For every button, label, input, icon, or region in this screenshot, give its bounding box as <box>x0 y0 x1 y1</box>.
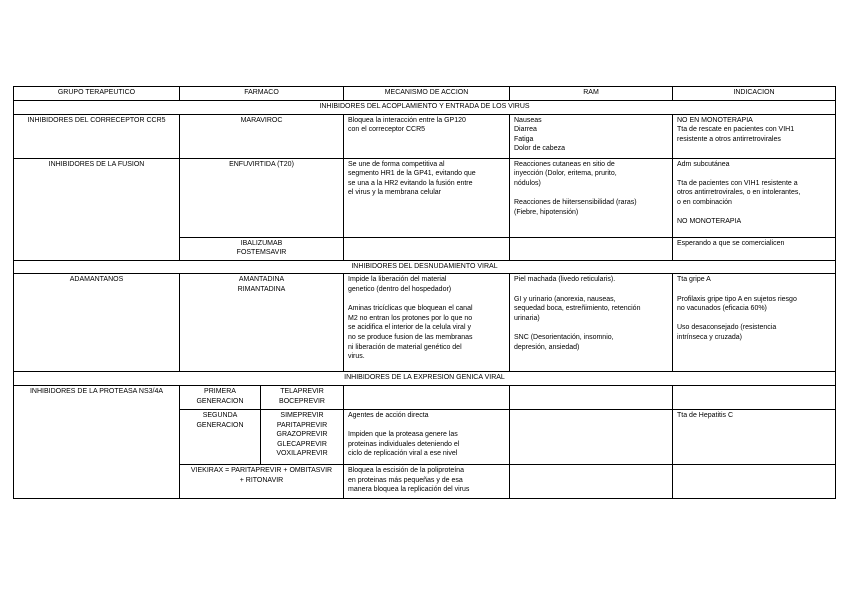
farmacos-segunda <box>261 409 344 464</box>
text-line: VIEKIRAX = PARITAPREVIR + OMBITASVIR <box>190 466 333 474</box>
text-line: segmento HR1 de la GP41, evitando que <box>348 170 476 178</box>
text-line: Reacciones cutaneas en sitio de <box>514 160 615 168</box>
text-line: Tta de pacientes con VIH1 resistente a <box>677 179 798 187</box>
text-line: RIMANTADINA <box>237 285 286 293</box>
text-line: VOXILAPREVIR <box>276 450 328 458</box>
section-title-entrada: INHIBIDORES DEL ACOPLAMIENTO Y ENTRADA DE LOS VIRUS <box>14 101 836 115</box>
text-line: Fatiga <box>514 135 534 143</box>
indicacion-ibalizumab: Esperando a que se comercialicen <box>673 237 836 260</box>
drug-table <box>13 86 836 499</box>
ram-adamantanos <box>510 274 673 372</box>
text-line: GRAZOPREVIR <box>276 431 328 439</box>
section-title-desnudamiento: INHIBIDORES DEL DESNUDAMIENTO VIRAL <box>14 260 836 274</box>
text-line: Dolor de cabeza <box>514 145 565 153</box>
text-line: Adm subcutánea <box>677 160 730 168</box>
text-line: proteinas individuales deteniendo el <box>348 440 460 448</box>
text-line: PRIMERA <box>204 387 236 395</box>
text-line: manera bloquea la replicación del virus <box>348 486 470 494</box>
indicacion-empty <box>673 385 836 409</box>
farmaco-amantadina <box>180 274 344 372</box>
text-line: TELAPREVIR <box>280 387 324 395</box>
text-line: Bloquea la escisión de la poliproteína <box>348 466 464 474</box>
indicacion-adamantanos <box>673 274 836 372</box>
text-line: o en combinación <box>677 198 732 206</box>
text-line: GLECAPREVIR <box>277 440 327 448</box>
ram-empty <box>510 237 673 260</box>
text-line: Profilaxis gripe tipo A en sujetos riesgo <box>677 295 797 303</box>
indicacion-ccr5 <box>673 114 836 158</box>
text-line: SNC (Desorientación, insomnio, <box>514 333 614 341</box>
header-indicacion: INDICACION <box>673 87 836 101</box>
text-line: GI y urinario (anorexia, nauseas, <box>514 295 616 303</box>
ram-fusion <box>510 158 673 237</box>
text-line: (Fiebre, hipotensión) <box>514 208 579 216</box>
text-line: Nauseas <box>514 116 542 124</box>
text-line: Tta de rescate en pacientes con VIH1 <box>677 126 795 134</box>
text-line: M2 no entran los protones por lo que no <box>348 314 473 322</box>
ram-empty <box>510 409 673 464</box>
generacion-segunda <box>180 409 261 464</box>
mecanismo-empty <box>344 237 510 260</box>
text-line: no se produce fusion de las membranas <box>348 333 473 341</box>
text-line: Tta gripe A <box>677 276 711 284</box>
indicacion-empty <box>673 464 836 498</box>
table-row <box>14 274 836 372</box>
indicacion-fusion <box>673 158 836 237</box>
text-line: NO EN MONOTERAPIA <box>677 116 753 124</box>
text-line: GENERACION <box>196 421 244 429</box>
text-line: NO MONOTERAPIA <box>677 218 742 226</box>
text-line: Bloquea la interacción entre la GP120 <box>348 116 466 124</box>
text-line: SEGUNDA <box>202 411 238 419</box>
ram-empty <box>510 464 673 498</box>
text-line: en proteinas más pequeñas y de esa <box>348 476 463 484</box>
text-line: ni liberación de material genético del <box>348 343 462 351</box>
mecanismo-proteasa <box>344 409 510 464</box>
farmacos-primera <box>261 385 344 409</box>
text-line: Uso desaconsejado (resistencia <box>677 324 777 332</box>
farmaco-enfuvirtida: ENFUVIRTIDA (T20) <box>180 158 344 237</box>
farmaco-viekirax <box>180 464 344 498</box>
grupo-adamantanos: ADAMANTANOS <box>14 274 180 372</box>
text-line: BOCEPREVIR <box>279 397 325 405</box>
table-row <box>14 114 836 158</box>
mecanismo-ccr5 <box>344 114 510 158</box>
text-line: intrínseca y cruzada) <box>677 333 742 341</box>
text-line: IBALIZUMAB <box>240 239 283 247</box>
text-line: se una a la HR2 evitando la fusión entre <box>348 179 473 187</box>
text-line: Reacciones de hiitersensibilidad (raras) <box>514 198 637 206</box>
text-line: Aminas tricíclicas que bloquean el canal <box>348 305 473 313</box>
text-line: depresión, ansiedad) <box>514 343 580 351</box>
generacion-primera <box>180 385 261 409</box>
text-line: + RITONAVIR <box>239 476 284 484</box>
mecanismo-empty <box>344 385 510 409</box>
header-farmaco: FARMACO <box>180 87 344 101</box>
text-line: Impide la liberación del material <box>348 276 447 284</box>
text-line: se acidifica el interior de la celula viral y <box>348 324 471 332</box>
text-line: el virus y la membrana celular <box>348 189 441 197</box>
text-line: Diarrea <box>514 126 537 134</box>
header-row <box>14 87 836 101</box>
text-line: ciclo de replicación viral a ese nivel <box>348 450 458 458</box>
mecanismo-viekirax <box>344 464 510 498</box>
section-title-expresion: INHIBIDORES DE LA EXPRESION GENICA VIRAL <box>14 372 836 386</box>
header-ram: RAM <box>510 87 673 101</box>
section-row <box>14 260 836 274</box>
text-line: Impiden que la proteasa genere las <box>348 431 458 439</box>
mecanismo-adamantanos <box>344 274 510 372</box>
text-line: resistente a otros antirretrovirales <box>677 135 781 143</box>
text-line: urinaria) <box>514 314 540 322</box>
ram-ccr5 <box>510 114 673 158</box>
text-line: con el correceptor CCR5 <box>348 126 426 134</box>
text-line: nódulos) <box>514 179 541 187</box>
text-line: genetico (dentro del hospedador) <box>348 285 452 293</box>
header-mecanismo: MECANISMO DE ACCION <box>344 87 510 101</box>
farmaco-ibalizumab <box>180 237 344 260</box>
text-line: PARITAPREVIR <box>276 421 328 429</box>
indicacion-proteasa: Tta de Hepatitis C <box>673 409 836 464</box>
table-row <box>14 385 836 409</box>
text-line: SIMEPREVIR <box>280 411 324 419</box>
grupo-ccr5: INHIBIDORES DEL CORRECEPTOR CCR5 <box>14 114 180 158</box>
ram-empty <box>510 385 673 409</box>
grupo-proteasa: INHIBIDORES DE LA PROTEASA NS3/4A <box>14 385 180 498</box>
text-line: inyección (Dolor, eritema, prurito, <box>514 170 617 178</box>
text-line: FOSTEMSAVIR <box>236 249 287 257</box>
section-row <box>14 372 836 386</box>
text-line: otros antirretrovirales, o en intolerantes, <box>677 189 801 197</box>
text-line: sequedad boca, estreñimiento, retención <box>514 305 641 313</box>
text-line: Piel machada (livedo reticularis). <box>514 276 616 284</box>
text-line: no vacunados (eficacia 60%) <box>677 305 767 313</box>
section-row <box>14 101 836 115</box>
grupo-fusion: INHIBIDORES DE LA FUSION <box>14 158 180 260</box>
text-line: Agentes de acción directa <box>348 411 429 419</box>
text-line: Se une de forma competitiva al <box>348 160 445 168</box>
table-row <box>14 158 836 237</box>
farmaco-maraviroc: MARAVIROC <box>180 114 344 158</box>
text-line: AMANTADINA <box>238 276 285 284</box>
text-line: virus. <box>348 353 365 361</box>
header-grupo: GRUPO TERAPEUTICO <box>14 87 180 101</box>
text-line: GENERACION <box>196 397 244 405</box>
mecanismo-fusion <box>344 158 510 237</box>
